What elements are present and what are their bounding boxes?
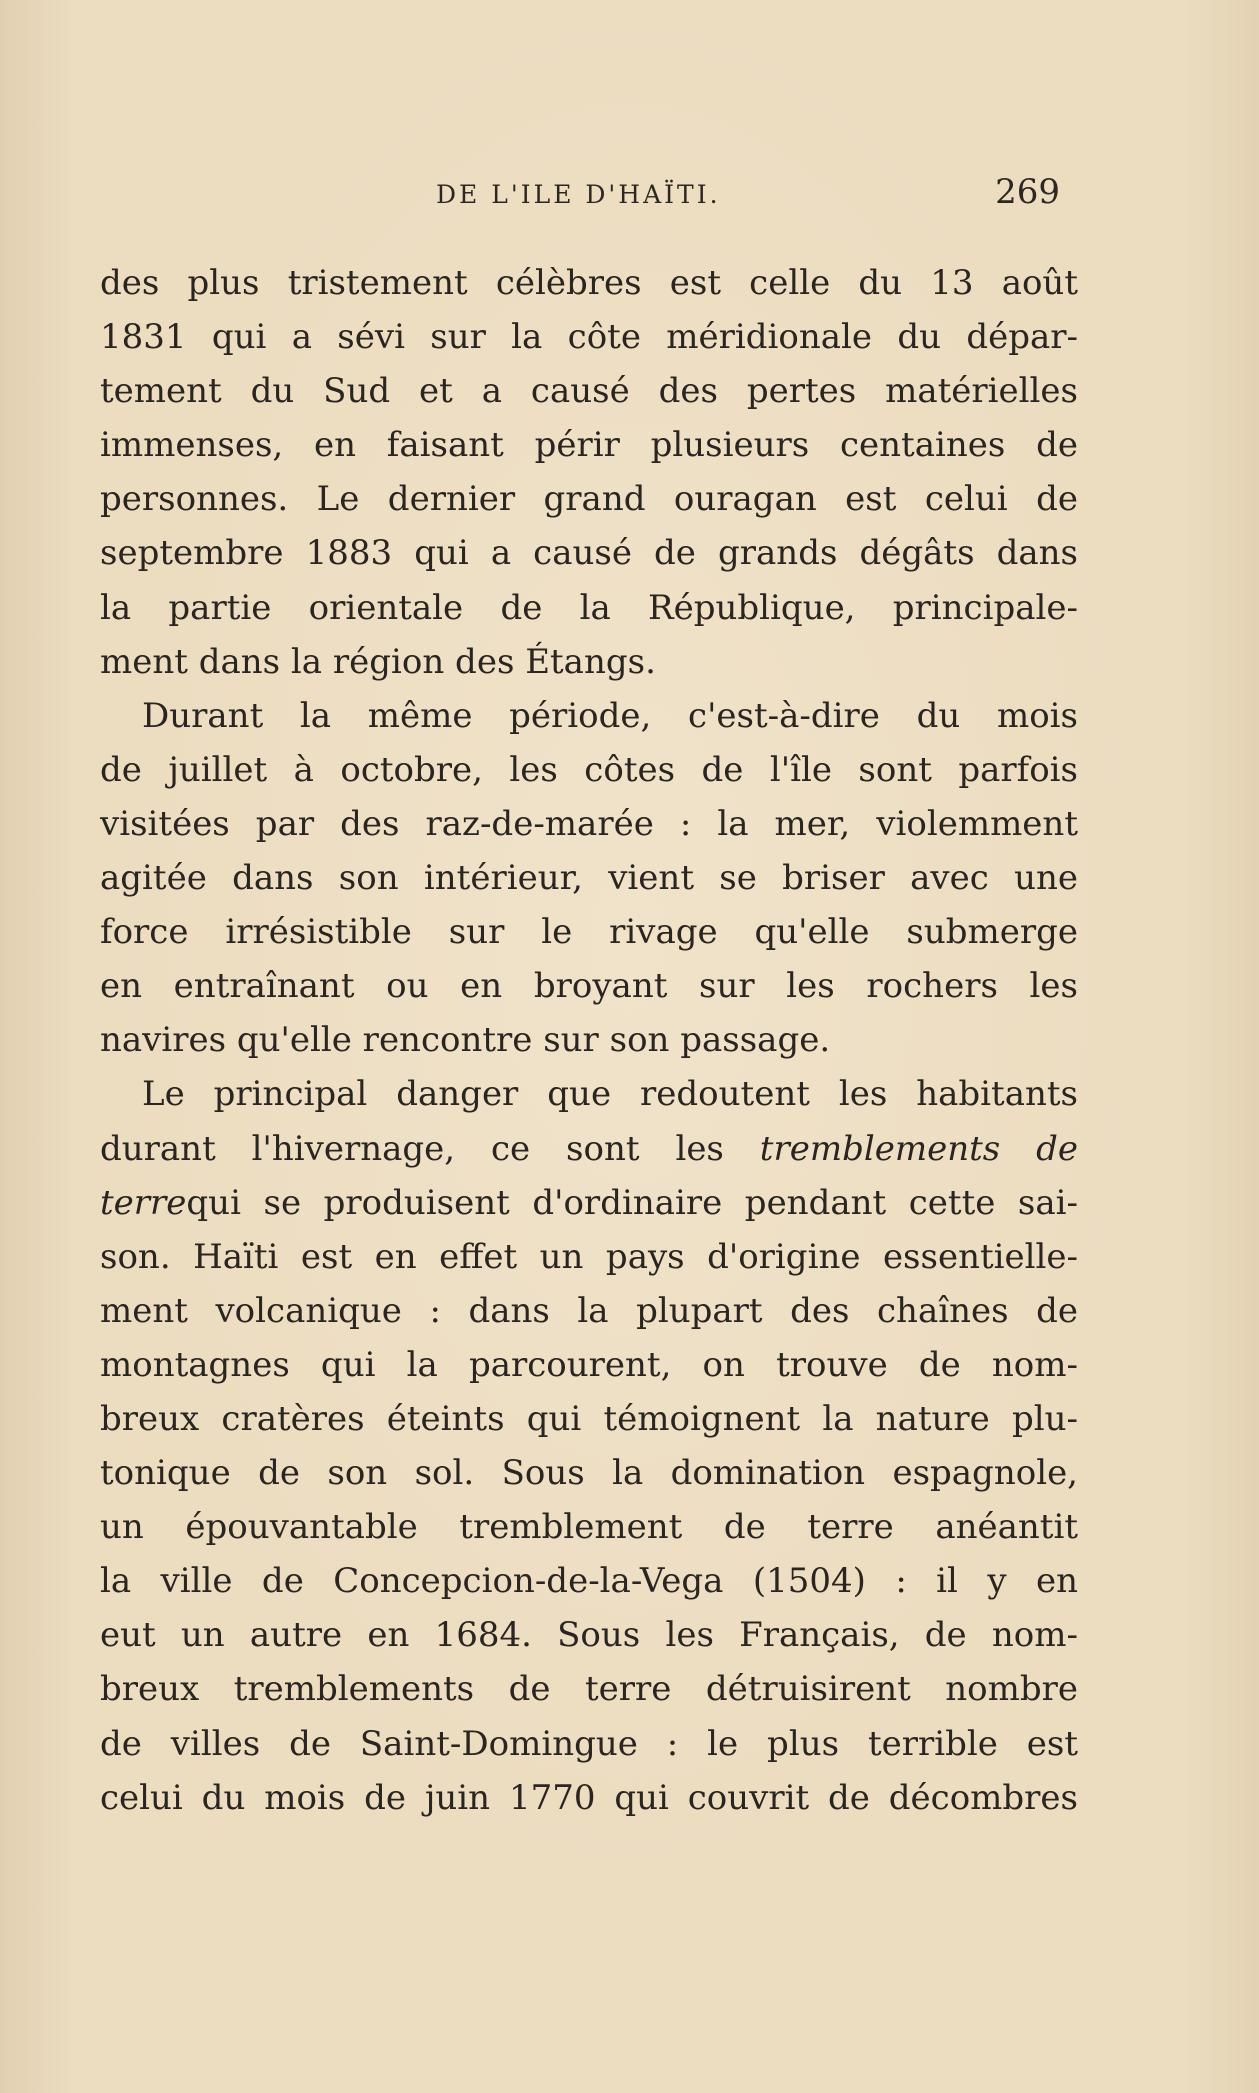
text-line: Durant la même période, c'est-à-dire du mois	[142, 695, 1078, 736]
text-line: personnes. Le dernier grand ouragan est celui de	[100, 479, 1078, 520]
text-line: son. Haïti est en effet un pays d'origine essentielle-	[100, 1236, 1078, 1277]
text-line: en entraînant ou en broyant sur les rochers les	[100, 966, 1078, 1007]
text-line: ment volcanique : dans la plupart des chaînes de	[100, 1290, 1078, 1331]
text-line: septembre 1883 qui a causé de grands dégâts dans	[100, 533, 1078, 574]
page-number: 269	[995, 172, 1060, 212]
text-line	[100, 1176, 1078, 1230]
text-line: celui du mois de juin 1770 qui couvrit de décombres	[100, 1777, 1078, 1818]
text-line: navires qu'elle rencontre sur son passage.	[100, 1020, 831, 1061]
italic-emphasis: tremblements de	[759, 1128, 1078, 1169]
italic-emphasis: terre	[100, 1182, 187, 1223]
text-line: un épouvantable tremblement de terre anéantit	[100, 1507, 1078, 1548]
text-line: la partie orientale de la République, principale-	[100, 587, 1078, 628]
text-line: de juillet à octobre, les côtes de l'île sont parfois	[100, 749, 1078, 790]
text-line: la ville de Concepcion-de-la-Vega (1504) : il y en	[100, 1561, 1078, 1602]
text-line: Le principal danger que redoutent les habitants	[142, 1074, 1078, 1115]
text-line: breux cratères éteints qui témoignent la nature plu-	[100, 1398, 1078, 1439]
text-line: force irrésistible sur le rivage qu'elle submerge	[100, 912, 1078, 953]
text-line: tonique de son sol. Sous la domination espagnole,	[100, 1453, 1078, 1494]
text-line: de villes de Saint-Domingue : le plus terrible est	[100, 1723, 1078, 1764]
text-line: montagnes qui la parcourent, on trouve de nom-	[100, 1344, 1078, 1385]
text-line: immenses, en faisant périr plusieurs centaines de	[100, 425, 1078, 466]
text-line: des plus tristement célèbres est celle du 13 août	[100, 263, 1078, 303]
body-text	[100, 256, 1078, 1825]
running-head-title: DE L'ILE D'HAÏTI.	[436, 180, 721, 209]
text-line: 1831 qui a sévi sur la côte méridionale du dépar-	[100, 317, 1078, 358]
text-line: visitées par des raz-de-marée : la mer, violemment	[100, 803, 1078, 844]
text-line	[100, 1122, 1078, 1176]
text-line: eut un autre en 1684. Sous les Français, de nom-	[100, 1615, 1078, 1656]
text-line: tement du Sud et a causé des pertes matérielles	[100, 371, 1078, 412]
text-line: ment dans la région des Étangs.	[100, 641, 656, 682]
running-head	[100, 172, 1060, 222]
text-line: agitée dans son intérieur, vient se briser avec une	[100, 858, 1078, 899]
text-line-rest: qui se produisent d'ordinaire pendant cette sai-	[186, 1182, 1078, 1223]
text-line-start: durant l'hivernage, ce sont les	[100, 1128, 724, 1169]
text-line: breux tremblements de terre détruisirent nombre	[100, 1669, 1078, 1710]
